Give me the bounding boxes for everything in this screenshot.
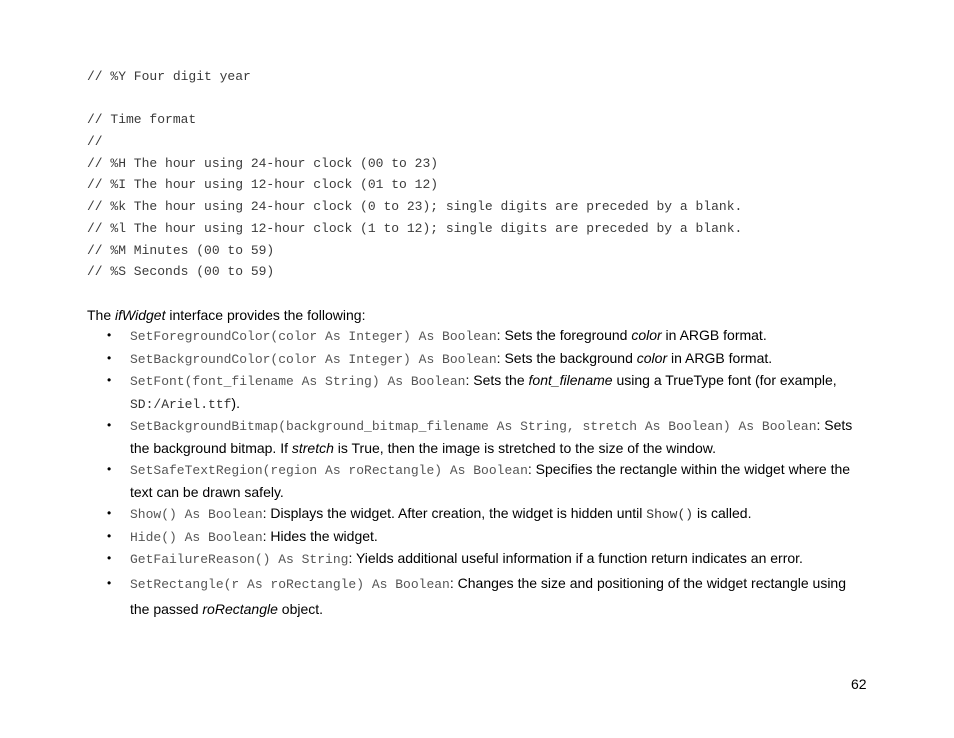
method-item-hide xyxy=(107,526,867,549)
method-param: stretch xyxy=(291,439,334,456)
method-description: : Yields additional useful information if a function return indicates an error. xyxy=(348,550,803,566)
method-signature: GetFailureReason() As String xyxy=(130,552,349,567)
bullet-icon: • xyxy=(107,462,112,476)
bullet-icon: • xyxy=(107,373,112,387)
method-signature: SetBackgroundBitmap(background_bitmap_filename As String, stretch As Boolean) As Boolean xyxy=(130,419,817,434)
bullet-icon: • xyxy=(107,328,112,342)
code-line-seconds: // %S Seconds (00 to 59) xyxy=(87,264,275,280)
code-line-hour-12-blank: // %l The hour using 12-hour clock (1 to 12); single digits are preceded by a blank. xyxy=(87,220,743,236)
code-line-hour-12: // %I The hour using 12-hour clock (01 to 12) xyxy=(87,177,439,193)
example-path: SD:/Ariel.ttf xyxy=(130,396,232,412)
method-item-set-rectangle xyxy=(107,571,867,621)
interface-name: ifWidget xyxy=(115,307,166,323)
code-blank-line xyxy=(87,88,742,110)
bullet-icon: • xyxy=(107,551,112,565)
method-item-get-failure-reason xyxy=(107,548,867,571)
method-signature: SetRectangle(r As roRectangle) As Boolean xyxy=(130,576,450,592)
code-line-hour-24-blank: // %k The hour using 24-hour clock (0 to 23); single digits are preceded by a blank. xyxy=(87,199,743,215)
method-param: font_filename xyxy=(528,372,613,388)
method-description: : Hides the widget. xyxy=(262,527,378,544)
interface-intro xyxy=(87,305,365,325)
intro-text-after: interface provides the following: xyxy=(165,307,366,323)
code-line-minutes: // %M Minutes (00 to 59) xyxy=(87,242,275,258)
method-description-middle: using a TrueType font (for example, xyxy=(612,372,837,388)
method-description: : Sets the background xyxy=(496,349,637,366)
code-comment-block xyxy=(87,66,742,283)
method-description-end: is called. xyxy=(693,505,752,521)
method-description: : Changes the size and positioning of the widget rectangle using the passed xyxy=(130,574,847,617)
page-number: 62 xyxy=(851,676,867,692)
method-item-set-font xyxy=(107,370,867,415)
method-signature: Show() As Boolean xyxy=(130,507,263,522)
method-item-set-foreground-color xyxy=(107,325,867,348)
method-param: color xyxy=(636,349,668,366)
method-description: : Sets the background bitmap. If xyxy=(130,417,853,456)
method-signature: SetSafeTextRegion(region As roRectangle) As Boolean xyxy=(130,463,528,478)
bullet-icon: • xyxy=(107,418,112,432)
bullet-icon: • xyxy=(107,575,112,590)
method-list xyxy=(107,325,867,621)
method-signature: SetForegroundColor(color As Integer) As Boolean xyxy=(130,329,497,344)
method-signature: SetBackgroundColor(color As Integer) As Boolean xyxy=(130,351,497,367)
method-description: : Sets the xyxy=(465,372,529,388)
method-description-end: is True, then the image is stretched to the size of the window. xyxy=(333,439,716,456)
code-line-year: // %Y Four digit year xyxy=(87,69,251,84)
method-description: : Displays the widget. After creation, the widget is hidden until xyxy=(262,505,647,521)
method-description: : Sets the foreground xyxy=(496,327,632,343)
method-signature: Hide() As Boolean xyxy=(130,529,263,545)
method-description-end: object. xyxy=(277,600,324,617)
method-param: color xyxy=(631,327,662,343)
method-signature: SetFont(font_filename As String) As Boolean xyxy=(130,374,466,389)
method-item-set-safe-text-region xyxy=(107,459,867,503)
method-description-end: ). xyxy=(231,394,240,411)
code-line-time-format: // Time format xyxy=(87,112,197,128)
method-item-set-background-bitmap xyxy=(107,415,867,459)
bullet-icon: • xyxy=(107,350,112,365)
bullet-icon: • xyxy=(107,528,112,543)
inline-code-show: Show() xyxy=(646,507,694,522)
code-line-hour-24: // %H The hour using 24-hour clock (00 to 23) xyxy=(87,155,439,171)
method-item-show xyxy=(107,503,867,526)
method-item-set-background-color xyxy=(107,348,867,371)
bullet-icon: • xyxy=(107,506,112,520)
method-param: roRectangle xyxy=(202,600,278,617)
method-description-end: in ARGB format. xyxy=(661,327,767,343)
intro-text-before: The xyxy=(87,307,116,323)
method-description-end: in ARGB format. xyxy=(667,349,773,366)
code-line-comment: // xyxy=(87,134,103,150)
method-description: : Specifies the rectangle within the widget where the text can be drawn safely. xyxy=(130,461,851,500)
